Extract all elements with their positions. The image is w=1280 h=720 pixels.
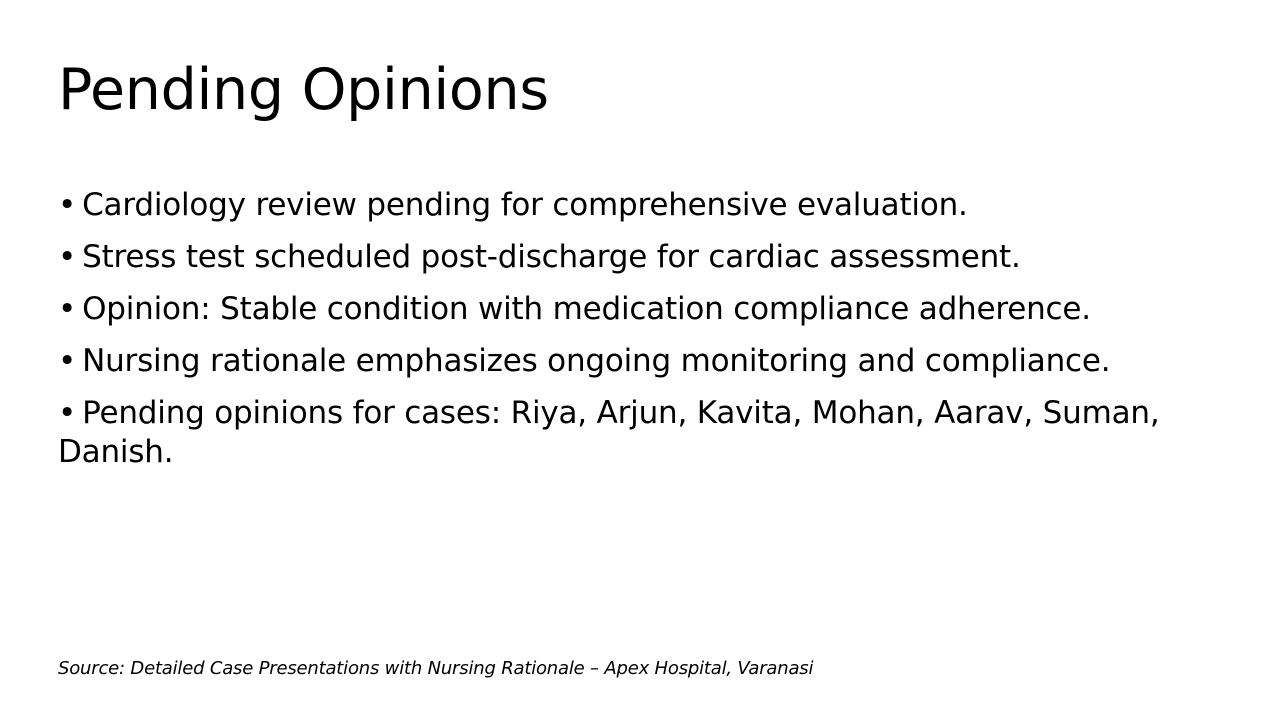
bullet-item <box>58 290 1198 329</box>
bullet-text: Opinion: Stable condition with medication compliance adherence. <box>82 291 1091 327</box>
bullet-dot: • <box>58 187 77 223</box>
bullet-item <box>58 238 1198 277</box>
bullet-text: Nursing rationale emphasizes ongoing monitoring and compliance. <box>82 343 1111 379</box>
bullet-item <box>58 186 1198 225</box>
source-citation: Source: Detailed Case Presentations with Nursing Rationale – Apex Hospital, Varanasi <box>58 658 814 679</box>
bullet-list <box>58 186 1198 485</box>
bullet-text: Pending opinions for cases: Riya, Arjun, Kavita, Mohan, Aarav, Suman, Danish. <box>58 395 1160 470</box>
bullet-dot: • <box>58 395 77 431</box>
bullet-item <box>58 342 1198 381</box>
bullet-text: Cardiology review pending for comprehensive evaluation. <box>82 187 968 223</box>
slide-title: Pending Opinions <box>58 57 549 123</box>
bullet-item <box>58 394 1198 472</box>
bullet-text: Stress test scheduled post-discharge for cardiac assessment. <box>82 239 1021 275</box>
bullet-dot: • <box>58 239 77 275</box>
bullet-dot: • <box>58 291 77 327</box>
bullet-dot: • <box>58 343 77 379</box>
